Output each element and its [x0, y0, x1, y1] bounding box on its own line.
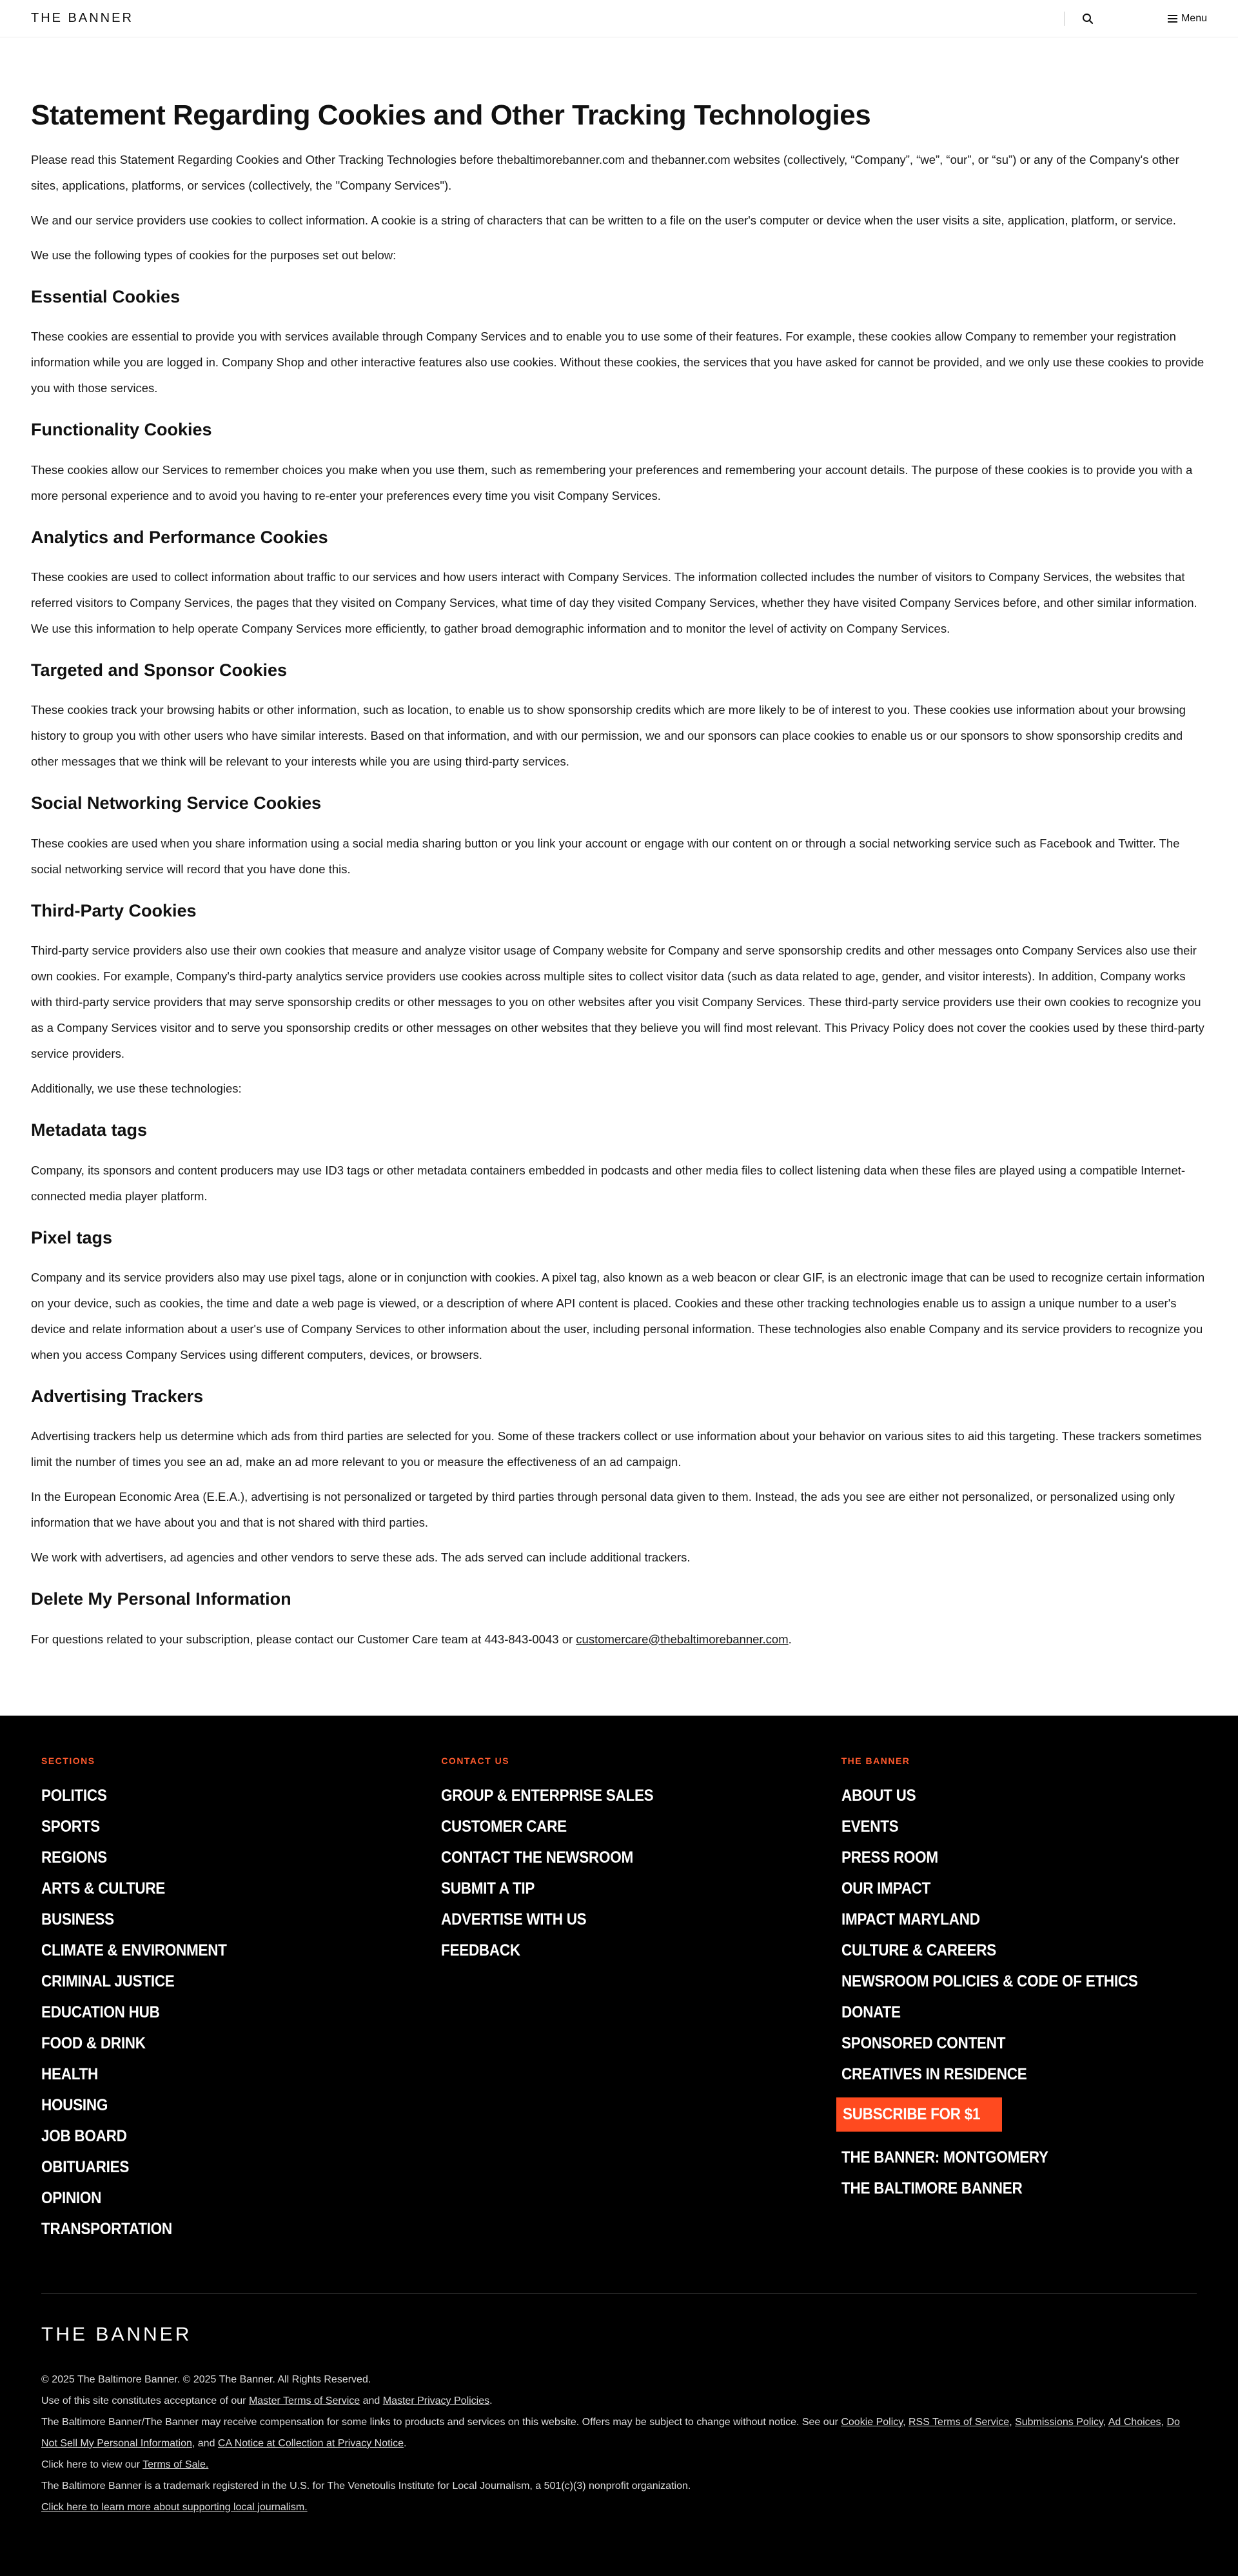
search-button[interactable] — [1079, 10, 1097, 28]
section-heading-targeted: Targeted and Sponsor Cookies — [31, 660, 288, 680]
footer-section-link[interactable]: HOUSING — [41, 2095, 108, 2114]
footer-section-link[interactable]: SPORTS — [41, 1817, 100, 1836]
menu-button[interactable] — [1168, 13, 1207, 25]
section-body-advertising: Advertising trackers help us determine which ads from third parties are selected for you. Some of these trackers collect or use information about your behavior on various sites to aid this targeting. These trackers sometimes limit the number of times you see an ad, make an ad more relevant to you or measure the effectiveness of an ad campaign. — [31, 1429, 1202, 1469]
footer-banner-link[interactable]: CULTURE & CAREERS — [841, 1941, 996, 1959]
intro-paragraph: We and our service providers use cookies to collect information. A cookie is a string of characters that can be written to a file on the user's computer or device when the user visits a site, application, platform, or service. — [31, 213, 1176, 227]
compensation-line — [41, 2412, 1197, 2454]
footer-section-link[interactable]: EDUCATION HUB — [41, 2003, 160, 2021]
footer-banner-link[interactable]: ABOUT US — [841, 1786, 916, 1805]
section-heading-functionality: Functionality Cookies — [31, 420, 212, 440]
compensation-text: The Baltimore Banner/The Banner may receive compensation for some links to products and services on this website. Offers may be subject to change without notice. See our — [41, 2416, 841, 2428]
subscribe-label: SUBSCRIBE FOR $1 — [842, 2105, 980, 2123]
footer-banner-link[interactable]: OUR IMPACT — [841, 1879, 930, 1897]
footer-section-link[interactable]: ARTS & CULTURE — [41, 1879, 166, 1897]
banner-list — [841, 1780, 1197, 2090]
subscribe-button[interactable] — [836, 2097, 1002, 2132]
section-body-essential: These cookies are essential to provide you with services available through Company Services and to enable you to use some of their features. For example, these cookies allow Company to remember your registration information while you are logged in. Company Shop and other interactive features also use cookies. Without these cookies, the services that you have asked for cannot be provided, and we only use these cookies to provide you with those services. — [31, 330, 1204, 395]
footer-section-link[interactable]: TRANSPORTATION — [41, 2219, 172, 2238]
master-privacy-link[interactable]: Master Privacy Policies — [382, 2395, 490, 2406]
master-terms-link[interactable]: Master Terms of Service — [248, 2395, 360, 2406]
ca-notice-link[interactable]: CA Notice at Collection at Privacy Notice — [217, 2437, 404, 2449]
terms-period: . — [489, 2395, 493, 2406]
section-heading-metadata: Metadata tags — [31, 1120, 148, 1140]
footer-section-link[interactable]: CRIMINAL JUSTICE — [41, 1972, 175, 1990]
footer-contact-link[interactable]: CONTACT THE NEWSROOM — [441, 1848, 634, 1867]
section-body-targeted: These cookies track your browsing habits or other information, such as location, to enable us to show sponsorship credits which are more likely to be of interest to you. These cookies use information about your browsing history to group you with other users who have similar interests. Based on that information, and with our permission, we and our sponsors can place cookies to enable us or our sponsors to show sponsorship credits and other messages that we think will be relevant to your interests while you are using third-party services. — [31, 703, 1186, 769]
section-body-advertising-eea: In the European Economic Area (E.E.A.), advertising is not personalized or targeted by third parties through personal data given to them. Instead, the ads you see are either not personalized, or personalized using only information that we have about you and that is not shared with third parties. — [31, 1490, 1175, 1530]
header-actions — [1064, 0, 1207, 37]
footer-heading-sections: SECTIONS — [41, 1755, 95, 1766]
section-body-additional: Additionally, we use these technologies: — [31, 1082, 242, 1096]
rss-terms-link[interactable]: RSS Terms of Service — [908, 2416, 1010, 2428]
footer-banner-link[interactable]: DONATE — [841, 2003, 901, 2021]
footer-col-contact — [441, 1756, 841, 2244]
article-body — [0, 37, 1238, 1652]
sep-comma: , — [1009, 2416, 1016, 2428]
footer-col-sections — [41, 1756, 441, 2244]
do-not-sell-link[interactable]: Do Not Sell My Personal Information — [41, 2416, 1180, 2449]
header-divider — [1064, 12, 1065, 26]
submissions-policy-link[interactable]: Submissions Policy — [1015, 2416, 1103, 2428]
footer-contact-link[interactable]: FEEDBACK — [441, 1941, 521, 1959]
section-heading-essential: Essential Cookies — [31, 286, 181, 306]
terms-of-sale-link[interactable]: Terms of Sale. — [142, 2459, 209, 2470]
footer-banner-link[interactable]: CREATIVES IN RESIDENCE — [841, 2065, 1027, 2083]
sep-comma: , — [1103, 2416, 1108, 2428]
menu-label: Menu — [1181, 12, 1207, 24]
footer-section-link[interactable]: HEALTH — [41, 2065, 98, 2083]
hamburger-icon — [1168, 15, 1177, 23]
sections-list — [41, 1780, 441, 2244]
section-heading-advertising: Advertising Trackers — [31, 1386, 204, 1406]
footer-banner-link[interactable]: IMPACT MARYLAND — [841, 1910, 980, 1928]
footer-section-link[interactable]: JOB BOARD — [41, 2126, 127, 2145]
sep-comma: , — [1161, 2416, 1167, 2428]
site-header — [0, 0, 1238, 37]
terms-and: and — [360, 2395, 383, 2406]
section-body-metadata: Company, its sponsors and content producers may use ID3 tags or other metadata containers embedded in podcasts and other media files to collect listening data when these files are played using a compatible Internet-connected media player platform. — [31, 1163, 1186, 1203]
section-body-pixel: Company and its service providers also may use pixel tags, alone or in conjunction with cookies. A pixel tag, also known as a web beacon or clear GIF, is an electronic image that can be used to recognize certain information on your device, such as cookies, the time and date a web page is viewed, or a description of where API content is placed. Cookies and these other tracking technologies enable us to assign a unique number to a user's device and relate information about a user's use of Company Services to other information about the user, including personal information. These technologies also enable Company and its service providers to recognize you when you access Company Services using different computers, devices, or browsers. — [31, 1270, 1205, 1362]
footer-contact-link[interactable]: SUBMIT A TIP — [441, 1879, 535, 1897]
footer-banner-link[interactable]: PRESS ROOM — [841, 1848, 938, 1867]
footer-banner-link[interactable]: EVENTS — [841, 1817, 899, 1836]
section-body-social: These cookies are used when you share information using a social media sharing button or you link your account or engage with our content on or through a social networking service such as Facebook and Twitter. The social networking service will record that you have done this. — [31, 836, 1180, 876]
terms-sale-line — [41, 2454, 1197, 2475]
terms-line — [41, 2390, 1197, 2412]
section-heading-pixel: Pixel tags — [31, 1227, 113, 1247]
footer-contact-link[interactable]: CUSTOMER CARE — [441, 1817, 567, 1836]
contact-list — [441, 1780, 841, 1966]
delete-end: . — [788, 1632, 792, 1646]
cookie-policy-link[interactable]: Cookie Policy — [841, 2416, 903, 2428]
footer-section-link[interactable]: REGIONS — [41, 1848, 107, 1867]
section-body-delete — [31, 1627, 1207, 1652]
section-body-analytics: These cookies are used to collect information about traffic to our services and how users interact with Company Services. The information collected includes the number of visitors to Company Services, the websites that referred visitors to Company Services, the pages that they visited on Company Services, what time of day they visited Company Services, whether they have visited Company Services before, and other similar information. We use this information to help operate Company Services more efficiently, to gather broad demographic information and to monitor the level of activity on Company Services. — [31, 570, 1197, 635]
site-footer — [0, 1716, 1238, 2576]
site-logo[interactable]: THE BANNER — [31, 11, 133, 25]
section-body-third-party: Third-party service providers also use their own cookies that measure and analyze visitor usage of Company website for Company and serve sponsorship credits and other messages onto Company Services also use their own cookies. For example, Company's third-party analytics service providers use cookies across multiple sites to collect visitor data (such as data related to age, gender, and visitor interests). In addition, Company works with third-party service providers that may serve sponsorship credits or other messages to you on other websites after you visit Company Services. These third-party service providers use their own cookies to recognize you as a Company Services visitor and to serve you sponsorship credits or other messages on other websites that they believe you will find most relevant. This Privacy Policy does not cover the cookies used by these third-party service providers. — [31, 944, 1204, 1061]
search-icon — [1082, 13, 1094, 25]
footer-contact-link[interactable]: ADVERTISE WITH US — [441, 1910, 587, 1928]
section-heading-analytics: Analytics and Performance Cookies — [31, 527, 328, 547]
section-heading-social: Social Networking Service Cookies — [31, 793, 322, 813]
footer-logo: THE BANNER — [41, 2323, 192, 2345]
footer-heading-contact: CONTACT US — [441, 1755, 510, 1766]
footer-section-link[interactable]: POLITICS — [41, 1786, 107, 1805]
intro-paragraph: Please read this Statement Regarding Cookies and Other Tracking Technologies before thebaltimorebanner.com and thebanner.com websites (collectively, “Company”, “we”, “our”, or “su”) or any of the Company's other sites, applications, platforms, or services (collectively, the "Company Services"). — [31, 152, 1179, 192]
footer-banner-link[interactable]: SPONSORED CONTENT — [841, 2034, 1005, 2052]
footer-heading-banner: THE BANNER — [841, 1755, 910, 1766]
customer-care-email-link[interactable]: customercare@thebaltimorebanner.com — [576, 1632, 789, 1646]
banner-after-list — [841, 2142, 1197, 2204]
terms-prefix: Use of this site constitutes acceptance of our — [41, 2395, 249, 2406]
footer-contact-link[interactable]: GROUP & ENTERPRISE SALES — [441, 1786, 654, 1805]
delete-text: For questions related to your subscription, please contact our Customer Care team at 443-843-0043 or — [31, 1632, 576, 1646]
section-heading-delete: Delete My Personal Information — [31, 1589, 291, 1609]
section-heading-third-party: Third-Party Cookies — [31, 900, 197, 920]
terms-sale-prefix: Click here to view our — [41, 2459, 143, 2470]
footer-section-link[interactable]: OPINION — [41, 2188, 102, 2207]
copyright-text: © 2025 The Baltimore Banner. © 2025 The Banner. All Rights Reserved. — [41, 2373, 371, 2385]
sep-and: , and — [192, 2437, 218, 2449]
ad-choices-link[interactable]: Ad Choices — [1108, 2416, 1161, 2428]
trademark-text: The Baltimore Banner is a trademark registered in the U.S. for The Venetoulis Institute for Local Journalism, a 501(c)(3) nonprofit organization. — [41, 2480, 691, 2492]
section-body-functionality: These cookies allow our Services to remember choices you make when you use them, such as remembering your preferences and remembering your account details. The purpose of these cookies is to provide you with a more personal experience and to avoid you having to re-enter your preferences every time you visit Company Services. — [31, 462, 1193, 502]
legal-block — [41, 2369, 1197, 2518]
sep-period: . — [404, 2437, 407, 2449]
intro-paragraph: We use the following types of cookies for the purposes set out below: — [31, 248, 397, 262]
footer-section-link[interactable]: OBITUARIES — [41, 2157, 130, 2176]
footer-section-link[interactable]: BUSINESS — [41, 1910, 114, 1928]
footer-section-link[interactable]: CLIMATE & ENVIRONMENT — [41, 1941, 227, 1959]
footer-col-banner — [841, 1756, 1197, 2244]
page-title: Statement Regarding Cookies and Other Tracking Technologies — [31, 99, 871, 131]
support-journalism-link[interactable]: Click here to learn more about supporting local journalism. — [41, 2501, 308, 2513]
footer-banner-link[interactable]: NEWSROOM POLICIES & CODE OF ETHICS — [841, 1972, 1138, 1990]
footer-banner-brand-link[interactable]: THE BALTIMORE BANNER — [841, 2179, 1023, 2197]
section-body-advertising-vendors: We work with advertisers, ad agencies and other vendors to serve these ads. The ads served can include additional trackers. — [31, 1551, 691, 1565]
footer-columns — [41, 1756, 1197, 2244]
footer-section-link[interactable]: FOOD & DRINK — [41, 2034, 146, 2052]
footer-banner-brand-link[interactable]: THE BANNER: MONTGOMERY — [841, 2148, 1048, 2166]
sep-comma: , — [903, 2416, 909, 2428]
